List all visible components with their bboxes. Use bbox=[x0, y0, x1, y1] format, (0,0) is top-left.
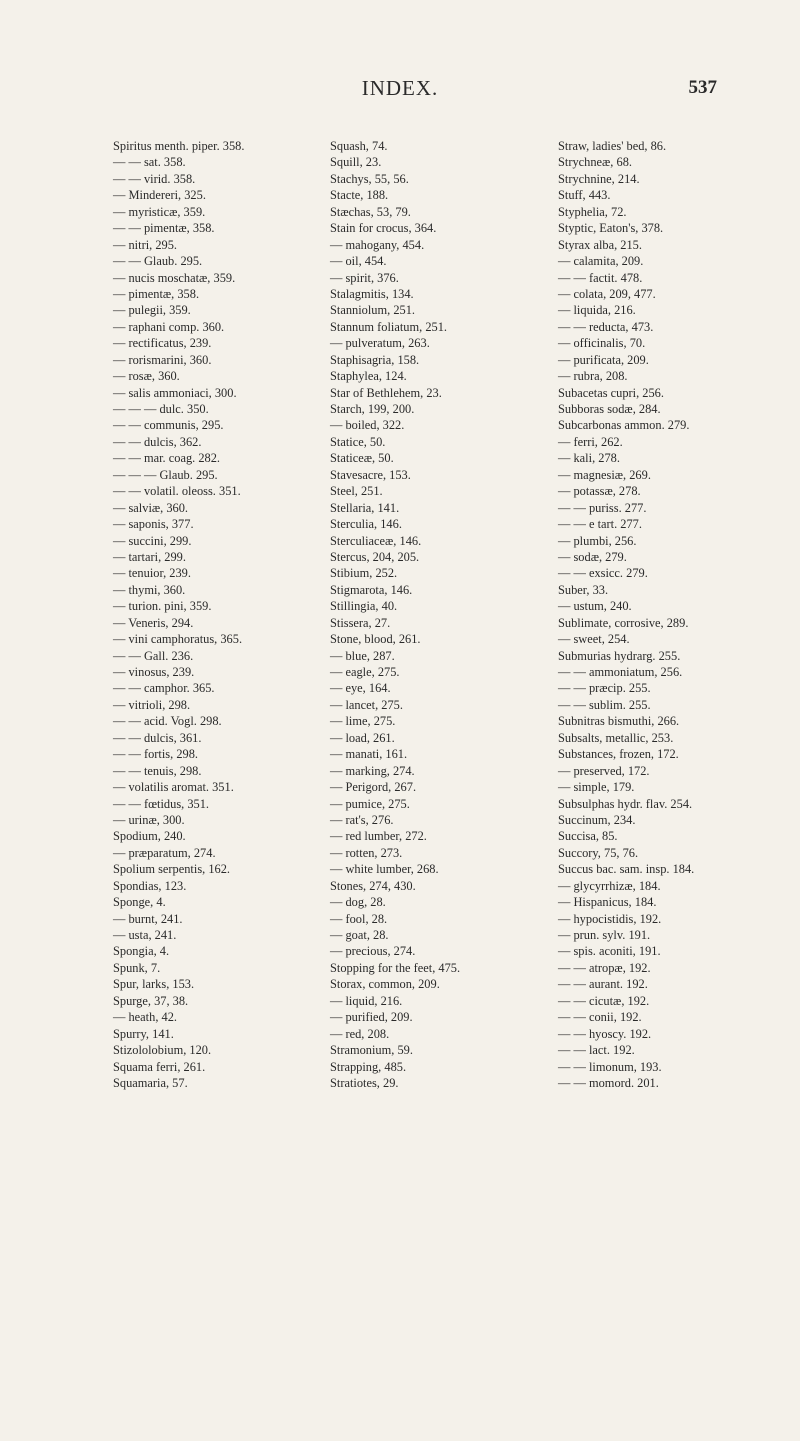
index-entry: — spis. aconiti, 191. bbox=[558, 944, 661, 959]
index-entry: — Hispanicus, 184. bbox=[558, 895, 657, 910]
index-entry: Stanniolum, 251. bbox=[330, 303, 416, 318]
index-entry: Succisa, 85. bbox=[558, 829, 618, 844]
index-entry: — — dulcis, 361. bbox=[113, 730, 202, 745]
index-entry: — nitri, 295. bbox=[113, 237, 178, 252]
index-entry: — purified, 209. bbox=[330, 1010, 413, 1025]
index-entry: — tenuior, 239. bbox=[113, 566, 191, 581]
index-entry: Succus bac. sam. insp. 184. bbox=[558, 862, 695, 877]
index-entry: — marking, 274. bbox=[330, 763, 415, 778]
index-entry: — Mindereri, 325. bbox=[113, 188, 206, 203]
index-entry: — red lumber, 272. bbox=[330, 829, 427, 844]
index-entry: — — mar. coag. 282. bbox=[113, 451, 221, 466]
index-entry: Spur, larks, 153. bbox=[113, 977, 195, 992]
index-entry: — eye, 164. bbox=[330, 681, 391, 696]
index-entry: — — communis, 295. bbox=[113, 418, 224, 433]
index-entry: — — hyoscy. 192. bbox=[558, 1026, 652, 1041]
index-entry: Starch, 199, 200. bbox=[330, 402, 415, 416]
index-entry: — white lumber, 268. bbox=[330, 862, 439, 877]
index-entry: — — sat. 358. bbox=[113, 155, 186, 170]
index-entry: — dog, 28. bbox=[330, 895, 386, 910]
index-column-2 bbox=[330, 138, 545, 1091]
index-entry: — rubra, 208. bbox=[558, 369, 628, 384]
index-entry: — sweet, 254. bbox=[558, 632, 630, 647]
index-entry: — goat, 28. bbox=[330, 928, 389, 942]
index-entry: Straw, ladies' bed, 86. bbox=[558, 139, 667, 153]
index-entry: — oil, 454. bbox=[330, 254, 387, 269]
index-entry: — boiled, 322. bbox=[330, 418, 405, 433]
index-entry: Squama ferri, 261. bbox=[113, 1059, 206, 1074]
index-entry: — myristicæ, 359. bbox=[113, 204, 206, 219]
index-entry: Squamaria, 57. bbox=[113, 1075, 188, 1090]
index-entry: Sponge, 4. bbox=[113, 895, 166, 910]
index-entry: Subacetas cupri, 256. bbox=[558, 385, 664, 400]
index-entry: — officinalis, 70. bbox=[558, 336, 646, 351]
index-entry: — volatilis aromat. 351. bbox=[113, 780, 234, 795]
index-entry: — liquid, 216. bbox=[330, 993, 403, 1008]
index-entry: — preserved, 172. bbox=[558, 763, 650, 778]
index-entry: Spiritus menth. piper. 358. bbox=[113, 139, 245, 153]
index-entry: — lime, 275. bbox=[330, 714, 396, 729]
index-entry: — colata, 209, 477. bbox=[558, 286, 656, 301]
index-entry: Stones, 274, 430. bbox=[330, 878, 416, 893]
index-entry: — — atropæ, 192. bbox=[558, 960, 651, 975]
index-entry: Stibium, 252. bbox=[330, 566, 398, 581]
index-entry: — turion. pini, 359. bbox=[113, 599, 212, 614]
index-entry: — blue, 287. bbox=[330, 648, 395, 663]
index-entry: — manati, 161. bbox=[330, 747, 408, 762]
index-entry: Stellaria, 141. bbox=[330, 500, 400, 515]
index-entry: — plumbi, 256. bbox=[558, 533, 637, 548]
index-entry: — thymi, 360. bbox=[113, 582, 186, 597]
index-entry: Sterculiaceæ, 146. bbox=[330, 533, 422, 548]
index-entry: — pimentæ, 358. bbox=[113, 286, 200, 301]
index-entry: Spurry, 141. bbox=[113, 1026, 174, 1041]
index-entry: — salis ammoniaci, 300. bbox=[113, 385, 237, 400]
index-entry: — — e tart. 277. bbox=[558, 517, 642, 532]
index-entry: — rat's, 276. bbox=[330, 812, 394, 827]
index-entry: Strychnine, 214. bbox=[558, 171, 640, 186]
index-entry: — vinosus, 239. bbox=[113, 665, 195, 679]
index-entry: — precious, 274. bbox=[330, 944, 416, 959]
index-entry: — liquida, 216. bbox=[558, 303, 636, 318]
index-entry: Statice, 50. bbox=[330, 434, 386, 449]
index-entry: — — tenuis, 298. bbox=[113, 763, 202, 778]
index-entry: Stachys, 55, 56. bbox=[330, 171, 409, 186]
index-entry: — — — Glaub. 295. bbox=[113, 467, 218, 482]
index-entry: — ferri, 262. bbox=[558, 434, 623, 449]
index-entry: — — factit. 478. bbox=[558, 270, 643, 285]
index-entry: — salviæ, 360. bbox=[113, 500, 189, 515]
index-entry: Succinum, 234. bbox=[558, 812, 636, 827]
index-entry: — glycyrrhizæ, 184. bbox=[558, 878, 661, 893]
index-entry: Subboras sodæ, 284. bbox=[558, 402, 661, 416]
index-entry: Strapping, 485. bbox=[330, 1059, 407, 1074]
index-entry: Spodium, 240. bbox=[113, 829, 186, 844]
index-entry: Storax, common, 209. bbox=[330, 977, 440, 992]
index-entry: — prun. sylv. 191. bbox=[558, 928, 651, 942]
index-entry: Subsalts, metallic, 253. bbox=[558, 730, 674, 745]
index-entry: — tartari, 299. bbox=[113, 549, 186, 564]
index-entry: — — dulcis, 362. bbox=[113, 434, 202, 449]
index-entry: Suber, 33. bbox=[558, 582, 609, 597]
index-entry: — ustum, 240. bbox=[558, 599, 632, 614]
index-entry: Steel, 251. bbox=[330, 484, 383, 499]
index-entry: — — præcip. 255. bbox=[558, 681, 651, 696]
index-entry: — raphani comp. 360. bbox=[113, 319, 225, 334]
index-entry: Stone, blood, 261. bbox=[330, 632, 421, 647]
index-entry: — saponis, 377. bbox=[113, 517, 194, 532]
index-entry: Stain for crocus, 364. bbox=[330, 221, 437, 236]
index-entry: — — sublim. 255. bbox=[558, 697, 651, 712]
index-entry: — simple, 179. bbox=[558, 780, 635, 795]
index-entry: Spunk, 7. bbox=[113, 960, 161, 975]
index-entry: Subsulphas hydr. flav. 254. bbox=[558, 796, 693, 811]
index-entry: — eagle, 275. bbox=[330, 665, 400, 679]
index-entry: Staphylea, 124. bbox=[330, 369, 407, 384]
index-entry: Stuff, 443. bbox=[558, 188, 611, 203]
index-entry: — kali, 278. bbox=[558, 451, 620, 466]
index-entry: Styphelia, 72. bbox=[558, 204, 627, 219]
index-entry: — succini, 299. bbox=[113, 533, 192, 548]
index-entry: — rectificatus, 239. bbox=[113, 336, 212, 351]
index-entry: Submurias hydrarg. 255. bbox=[558, 648, 681, 663]
index-entry: — burnt, 241. bbox=[113, 911, 183, 926]
index-entry: — rorismarini, 360. bbox=[113, 352, 212, 367]
index-entry: — præparatum, 274. bbox=[113, 845, 216, 860]
index-entry: — Perigord, 267. bbox=[330, 780, 417, 795]
index-entry: — — cicutæ, 192. bbox=[558, 993, 650, 1008]
index-entry: — — pimentæ, 358. bbox=[113, 221, 215, 236]
index-entry: Staphisagria, 158. bbox=[330, 352, 420, 367]
index-entry: Stalagmitis, 134. bbox=[330, 286, 414, 301]
index-entry: — magnesiæ, 269. bbox=[558, 467, 651, 482]
index-entry: Stissera, 27. bbox=[330, 615, 391, 630]
index-entry: Stæchas, 53, 79. bbox=[330, 204, 411, 219]
index-entry: — — Glaub. 295. bbox=[113, 254, 203, 269]
index-entry: Strychneæ, 68. bbox=[558, 155, 632, 170]
index-entry: Subcarbonas ammon. 279. bbox=[558, 418, 690, 433]
index-entry: — rosæ, 360. bbox=[113, 369, 180, 384]
index-entry: Subnitras bismuthi, 266. bbox=[558, 714, 680, 729]
index-entry: Stercus, 204, 205. bbox=[330, 549, 420, 564]
index-entry: — — camphor. 365. bbox=[113, 681, 215, 696]
index-entry: — mahogany, 454. bbox=[330, 237, 425, 252]
index-entry: Substances, frozen, 172. bbox=[558, 747, 679, 762]
index-entry: — lancet, 275. bbox=[330, 697, 403, 712]
index-entry: — — ammoniatum, 256. bbox=[558, 665, 683, 679]
index-column-3 bbox=[558, 138, 778, 1091]
index-entry: — purificata, 209. bbox=[558, 352, 649, 367]
index-entry: Stacte, 188. bbox=[330, 188, 389, 203]
index-entry: Succory, 75, 76. bbox=[558, 845, 639, 860]
index-entry: — hypocistidis, 192. bbox=[558, 911, 662, 926]
index-entry: — vitrioli, 298. bbox=[113, 697, 191, 712]
index-entry: — — — dulc. 350. bbox=[113, 402, 209, 416]
index-entry: Styptic, Eaton's, 378. bbox=[558, 221, 664, 236]
index-entry: Stannum foliatum, 251. bbox=[330, 319, 448, 334]
index-entry: — — reducta, 473. bbox=[558, 319, 654, 334]
index-entry: — heath, 42. bbox=[113, 1010, 178, 1025]
index-entry: — — fœtidus, 351. bbox=[113, 796, 210, 811]
index-entry: — sodæ, 279. bbox=[558, 549, 627, 564]
index-entry: — rotten, 273. bbox=[330, 845, 403, 860]
index-entry: — — aurant. 192. bbox=[558, 977, 648, 992]
index-entry: — calamita, 209. bbox=[558, 254, 644, 269]
index-entry: Stavesacre, 153. bbox=[330, 467, 411, 482]
index-entry: Sterculia, 146. bbox=[330, 517, 402, 532]
index-entry: — — virid. 358. bbox=[113, 171, 196, 186]
index-entry: Stopping for the feet, 475. bbox=[330, 960, 461, 975]
index-entry: Stigmarota, 146. bbox=[330, 582, 413, 597]
page-title: INDEX. bbox=[361, 76, 439, 100]
index-entry: Spondias, 123. bbox=[113, 878, 187, 893]
index-entry: — potassæ, 278. bbox=[558, 484, 641, 499]
index-entry: Star of Bethlehem, 23. bbox=[330, 385, 442, 400]
index-entry: — — exsicc. 279. bbox=[558, 566, 648, 581]
index-entry: Sublimate, corrosive, 289. bbox=[558, 615, 689, 630]
index-entry: Spongia, 4. bbox=[113, 944, 170, 959]
index-entry: — usta, 241. bbox=[113, 928, 177, 942]
index-entry: Staticeæ, 50. bbox=[330, 451, 394, 466]
index-entry: — — volatil. oleoss. 351. bbox=[113, 484, 241, 499]
index-entry: — red, 208. bbox=[330, 1026, 390, 1041]
index-entry: — — conii, 192. bbox=[558, 1010, 642, 1025]
index-entry: Squill, 23. bbox=[330, 155, 382, 170]
index-entry: — — puriss. 277. bbox=[558, 500, 647, 515]
index-entry: — — acid. Vogl. 298. bbox=[113, 714, 222, 729]
index-entry: Stizololobium, 120. bbox=[113, 1043, 212, 1058]
page-header bbox=[0, 76, 800, 106]
index-entry: — — Gall. 236. bbox=[113, 648, 194, 663]
index-entry: Spurge, 37, 38. bbox=[113, 993, 189, 1008]
index-column-1 bbox=[113, 138, 328, 1091]
page-number: 537 bbox=[688, 77, 717, 98]
index-entry: — pulveratum, 263. bbox=[330, 336, 430, 351]
index-entry: Styrax alba, 215. bbox=[558, 237, 642, 252]
index-entry: Spolium serpentis, 162. bbox=[113, 862, 231, 877]
index-entry: — pumice, 275. bbox=[330, 796, 410, 811]
index-entry: — spirit, 376. bbox=[330, 270, 399, 285]
index-entry: — pulegii, 359. bbox=[113, 303, 191, 318]
index-entry: Squash, 74. bbox=[330, 139, 388, 153]
index-entry: — Veneris, 294. bbox=[113, 615, 194, 630]
index-entry: Stramonium, 59. bbox=[330, 1043, 413, 1058]
index-entry: — — fortis, 298. bbox=[113, 747, 199, 762]
index-entry: — — lact. 192. bbox=[558, 1043, 635, 1058]
index-entry: Stratiotes, 29. bbox=[330, 1075, 399, 1090]
index-entry: — load, 261. bbox=[330, 730, 395, 745]
index-entry: — — momord. 201. bbox=[558, 1075, 659, 1090]
index-entry: — urinæ, 300. bbox=[113, 812, 185, 827]
index-entry: — vini camphoratus, 365. bbox=[113, 632, 243, 647]
index-entry: — — limonum, 193. bbox=[558, 1059, 662, 1074]
index-entry: Stillingia, 40. bbox=[330, 599, 398, 614]
index-entry: — nucis moschatæ, 359. bbox=[113, 270, 236, 285]
index-entry: — fool, 28. bbox=[330, 911, 388, 926]
